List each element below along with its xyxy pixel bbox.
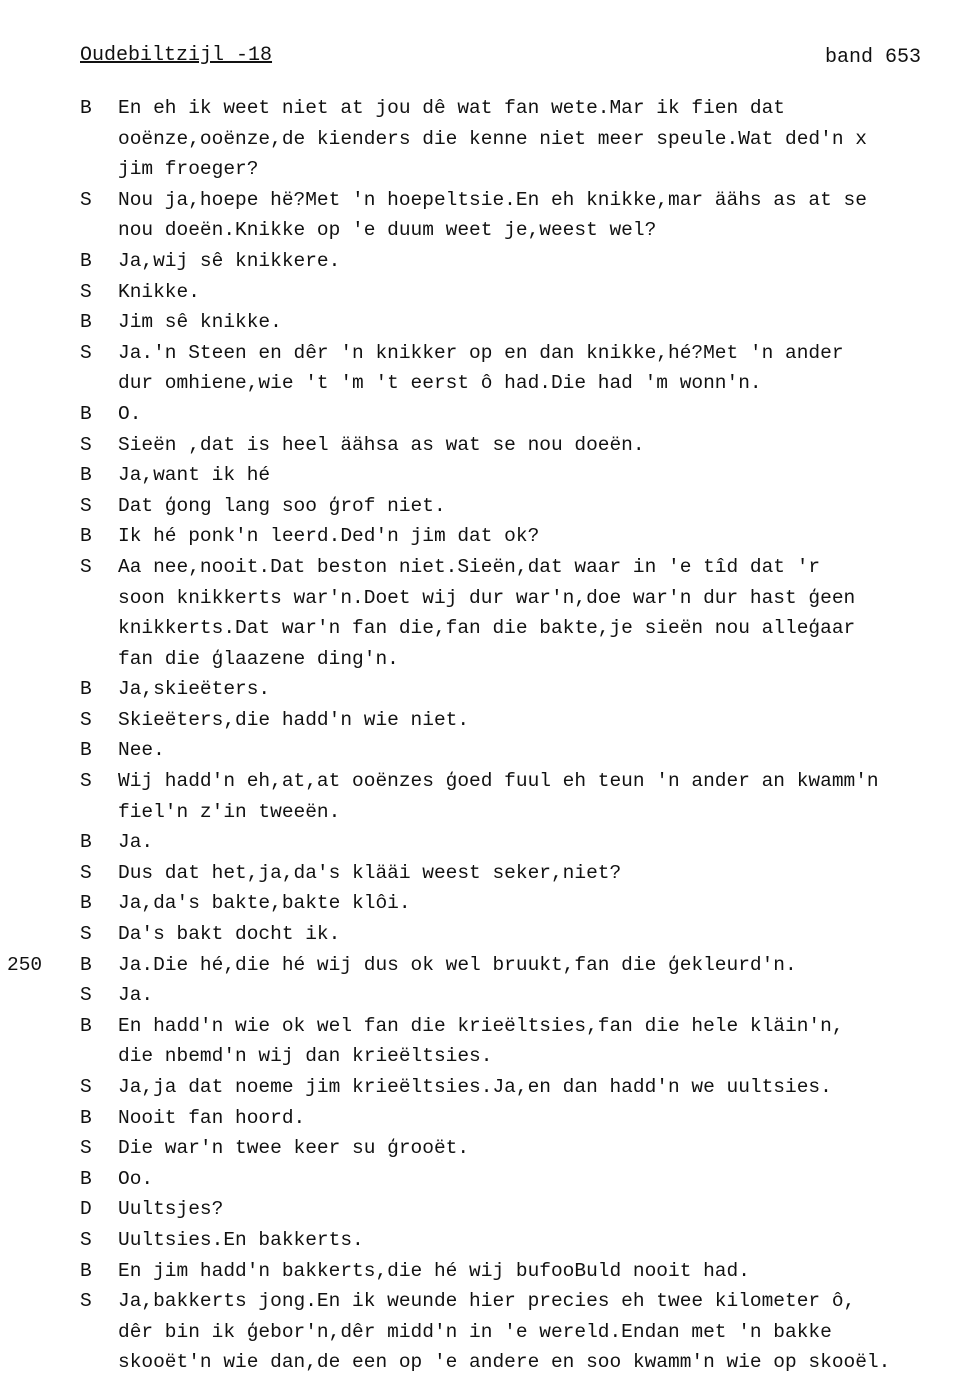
line-text: En hadd'n wie ok wel fan die krieëltsies,fan die hele kläin'n, bbox=[118, 1014, 844, 1037]
line-text: die nbemd'n wij dan krieëltsies. bbox=[118, 1045, 493, 1068]
line-text: Wij hadd'n eh,at,at ooënzes ģoed fuul eh teun 'n ander an kwamm'n bbox=[118, 770, 879, 793]
line-text: En jim hadd'n bakkerts,die hé wij bufooBuld nooit had. bbox=[118, 1259, 750, 1282]
transcript-line bbox=[0, 827, 973, 858]
transcript-line bbox=[0, 124, 973, 155]
transcript-line bbox=[0, 858, 973, 889]
transcript-line bbox=[0, 1103, 973, 1134]
line-text: nou doeën.Knikke op 'e duum weet je,weest wel? bbox=[118, 219, 657, 242]
line-text: Dat ģong lang soo ģrof niet. bbox=[118, 494, 446, 517]
transcript-line bbox=[0, 919, 973, 950]
line-text: ooënze,ooënze,de kienders die kenne niet meer speule.Wat ded'n x bbox=[118, 127, 867, 150]
transcript-line bbox=[0, 735, 973, 766]
line-text: Ja,ja dat noeme jim krieëltsies.Ja,en dan hadd'n we uultsies. bbox=[118, 1076, 832, 1098]
line-text: Uultsies.En bakkerts. bbox=[118, 1228, 364, 1251]
transcript-line bbox=[0, 460, 973, 491]
speaker-label: S bbox=[80, 861, 92, 884]
line-text: Sieën ,dat is heel äähsa as wat se nou doeën. bbox=[118, 433, 645, 456]
transcript-line bbox=[0, 338, 973, 369]
speaker-label: B bbox=[80, 1014, 92, 1037]
transcript-line bbox=[0, 1164, 973, 1195]
speaker-label: S bbox=[80, 708, 92, 731]
transcript-line bbox=[0, 644, 973, 675]
transcript-line bbox=[0, 93, 973, 124]
transcript-line bbox=[0, 1256, 973, 1287]
speaker-label: B bbox=[80, 311, 92, 334]
line-text: Ja.Die hé,die hé wij dus ok wel bruukt,fan die ģekleurd'n. bbox=[118, 953, 797, 976]
line-text: fan die ģlaazene ding'n. bbox=[118, 647, 399, 670]
line-text: O. bbox=[118, 402, 142, 425]
line-text: jim froeger? bbox=[118, 158, 259, 181]
transcript-line bbox=[0, 1225, 973, 1256]
speaker-label: S bbox=[80, 984, 92, 1007]
line-text: Dus dat het,ja,da's klääi weest seker,niet? bbox=[118, 861, 622, 884]
transcript-line bbox=[0, 1286, 973, 1317]
line-text: Da's bakt docht ik. bbox=[118, 923, 341, 946]
speaker-label: D bbox=[80, 1198, 92, 1221]
transcript-line bbox=[0, 797, 973, 828]
transcript-line bbox=[0, 491, 973, 522]
band-number: band 653 bbox=[824, 46, 921, 69]
transcript-line bbox=[0, 674, 973, 705]
speaker-label: S bbox=[80, 341, 92, 364]
line-text: dur omhiene,wie 't 'm 't eerst ô had.Die had 'm wonn'n. bbox=[118, 372, 762, 395]
speaker-label: S bbox=[80, 1290, 92, 1313]
line-text: knikkerts.Dat war'n fan die,fan die bakte,je sieën nou alleģaar bbox=[118, 617, 856, 640]
speaker-label: B bbox=[80, 525, 92, 548]
transcript-line bbox=[0, 705, 973, 736]
transcript-line bbox=[0, 583, 973, 614]
line-text: soon knikkerts war'n.Doet wij dur war'n,doe war'n dur hast ģeen bbox=[118, 586, 856, 609]
line-text: Ja.'n Steen en dêr 'n knikker op en dan knikke,hé?Met 'n ander bbox=[118, 341, 844, 364]
line-text: Ja,bakkerts jong.En ik weunde hier precies eh twee kilometer ô, bbox=[118, 1290, 856, 1313]
speaker-label: B bbox=[80, 1106, 92, 1129]
transcript-line bbox=[0, 307, 973, 338]
speaker-label: B bbox=[80, 1259, 92, 1282]
line-text: Ja. bbox=[118, 984, 154, 1007]
speaker-label: B bbox=[80, 892, 92, 915]
document-title: Oudebiltzijl -18 bbox=[80, 44, 273, 67]
transcript-line bbox=[0, 277, 973, 308]
line-text: Ja,skieëters. bbox=[118, 678, 271, 701]
transcript-line bbox=[0, 1317, 973, 1348]
line-text: Nooit fan hoord. bbox=[118, 1106, 306, 1129]
speaker-label: S bbox=[80, 280, 92, 303]
line-text: fiel'n z'in tweeën. bbox=[118, 800, 341, 823]
transcript-line bbox=[0, 368, 973, 399]
line-text: Aa nee,nooit.Dat beston niet.Sieën,dat waar in 'e tîd dat 'r bbox=[118, 555, 821, 578]
transcript-line bbox=[0, 215, 973, 246]
transcript-line bbox=[0, 950, 973, 981]
speaker-label: B bbox=[80, 831, 92, 854]
speaker-label: S bbox=[80, 433, 92, 456]
transcript-line bbox=[0, 430, 973, 461]
line-text: Ja. bbox=[118, 831, 154, 854]
transcript-line bbox=[0, 1133, 973, 1164]
transcript-line bbox=[0, 1072, 973, 1103]
speaker-label: S bbox=[80, 494, 92, 517]
speaker-label: S bbox=[80, 1137, 92, 1160]
line-text: Ik hé ponk'n leerd.Ded'n jim dat ok? bbox=[118, 525, 540, 548]
speaker-label: B bbox=[80, 739, 92, 762]
transcript-line bbox=[0, 613, 973, 644]
transcript-line bbox=[0, 888, 973, 919]
transcript-line bbox=[0, 1347, 973, 1378]
speaker-label: S bbox=[80, 923, 92, 946]
speaker-label: B bbox=[80, 953, 92, 976]
line-text: Ja,da's bakte,bakte klôi. bbox=[118, 892, 411, 915]
transcript-lines bbox=[0, 93, 973, 1378]
speaker-label: S bbox=[80, 555, 92, 578]
speaker-label: B bbox=[80, 1167, 92, 1190]
transcript-line bbox=[0, 154, 973, 185]
transcript-line bbox=[0, 1194, 973, 1225]
speaker-label: S bbox=[80, 188, 92, 211]
transcript-line bbox=[0, 1041, 973, 1072]
speaker-label: B bbox=[80, 249, 92, 272]
line-text: Ja,want ik hé bbox=[118, 464, 271, 487]
speaker-label: S bbox=[80, 1228, 92, 1251]
speaker-label: B bbox=[80, 678, 92, 701]
speaker-label: B bbox=[80, 97, 92, 119]
line-text: Uultsjes? bbox=[118, 1198, 224, 1221]
line-text: Knikke. bbox=[118, 280, 200, 303]
line-text: Nee. bbox=[118, 739, 165, 762]
line-text: En eh ik weet niet at jou dê wat fan wete.Mar ik fien dat bbox=[118, 97, 786, 119]
speaker-label: S bbox=[80, 770, 92, 793]
speaker-label: B bbox=[80, 402, 92, 425]
line-text: dêr bin ik ģebor'n,dêr midd'n in 'e wereld.Endan met 'n bakke bbox=[118, 1320, 832, 1343]
speaker-label: S bbox=[80, 1076, 92, 1098]
transcript-line bbox=[0, 1011, 973, 1042]
transcript-line bbox=[0, 185, 973, 216]
transcript-line bbox=[0, 980, 973, 1011]
line-text: Die war'n twee keer su ģrooët. bbox=[118, 1137, 470, 1160]
line-text: skooët'n wie dan,de een op 'e andere en soo kwamm'n wie op skooël. bbox=[118, 1351, 891, 1374]
line-text: Skieëters,die hadd'n wie niet. bbox=[118, 708, 470, 731]
line-text: Oo. bbox=[118, 1167, 154, 1190]
transcript-line bbox=[0, 399, 973, 430]
transcript-line bbox=[0, 552, 973, 583]
line-text: Nou ja,hoepe hë?Met 'n hoepeltsie.En eh knikke,mar äähs as at se bbox=[118, 188, 867, 211]
transcript-line bbox=[0, 246, 973, 277]
line-number: 250 bbox=[7, 953, 43, 976]
speaker-label: B bbox=[80, 464, 92, 487]
line-text: Jim sê knikke. bbox=[118, 311, 282, 334]
transcript-line bbox=[0, 766, 973, 797]
transcript-line bbox=[0, 521, 973, 552]
line-text: Ja,wij sê knikkere. bbox=[118, 249, 341, 272]
